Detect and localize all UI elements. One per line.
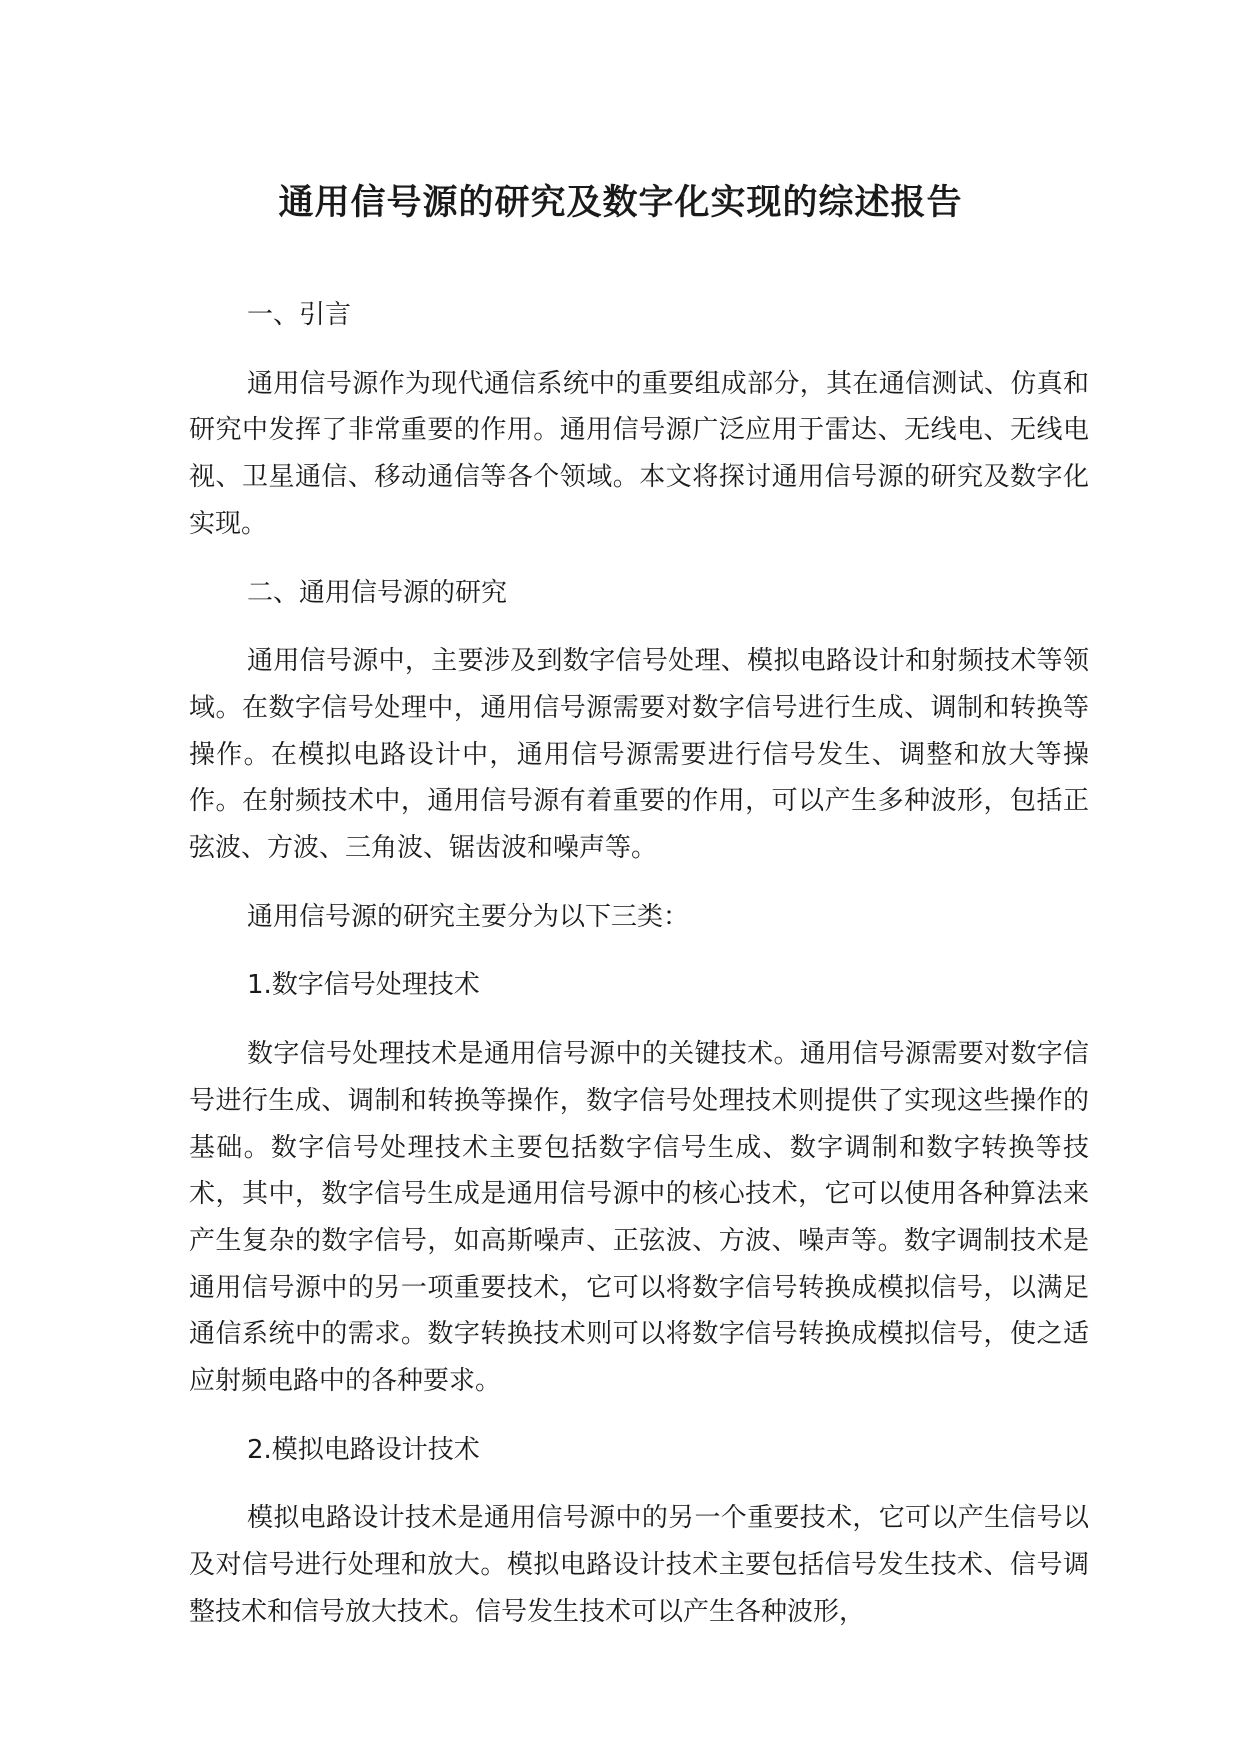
- section-heading-research: 二、通用信号源的研究: [247, 577, 508, 608]
- section-heading-intro: 一、引言: [247, 300, 352, 330]
- paragraph-categories: 通用信号源的研究主要分为以下三类：: [247, 901, 690, 932]
- paragraph-research: 通用信号源中，主要涉及到数字信号处理、模拟电路设计和射频技术等领域。在数字信号处理中，通用信号源需要对数字信号进行生成、调制和转换等操作。在模拟电路设计中，通用信号源需要进行信号发生、调整和放大等操作。在射频技术中，通用信号源有着重要的作用，可以产生多种波形，包括正弦波、方波、三角波、锯齿波和噪声等。: [189, 646, 1089, 864]
- paragraph-intro: 通用信号源作为现代通信系统中的重要组成部分，其在通信测试、仿真和研究中发挥了非常重要的作用。通用信号源广泛应用于雷达、无线电、无线电视、卫星通信、移动通信等各个领域。本文将探讨通用信号源的研究及数字化实现。: [189, 368, 1089, 539]
- document-body: [189, 292, 1089, 1636]
- paragraph-dsp: 数字信号处理技术是通用信号源中的关键技术。通用信号源需要对数字信号进行生成、调制和转换等操作，数字信号处理技术则提供了实现这些操作的基础。数字信号处理技术主要包括数字信号生成、数字调制和数字转换等技术，其中，数字信号生成是通用信号源中的核心技术，它可以使用各种算法来产生复杂的数字信号，如高斯噪声、正弦波、方波、噪声等。数字调制技术是通用信号源中的另一项重要技术，它可以将数字信号转换成模拟信号，以满足通信系统中的需求。数字转换技术则可以将数字信号转换成模拟信号，使之适应射频电路中的各种要求。: [189, 1039, 1089, 1397]
- paragraph-analog: 模拟电路设计技术是通用信号源中的另一个重要技术，它可以产生信号以及对信号进行处理和放大。模拟电路设计技术主要包括信号发生技术、信号调整技术和信号放大技术。信号发生技术可以产生各种波形，: [189, 1503, 1089, 1627]
- subsection-heading-dsp: 1.数字信号处理技术: [247, 970, 480, 1001]
- document-title: 通用信号源的研究及数字化实现的综述报告: [278, 183, 963, 223]
- subsection-heading-analog: 2.模拟电路设计技术: [247, 1434, 480, 1465]
